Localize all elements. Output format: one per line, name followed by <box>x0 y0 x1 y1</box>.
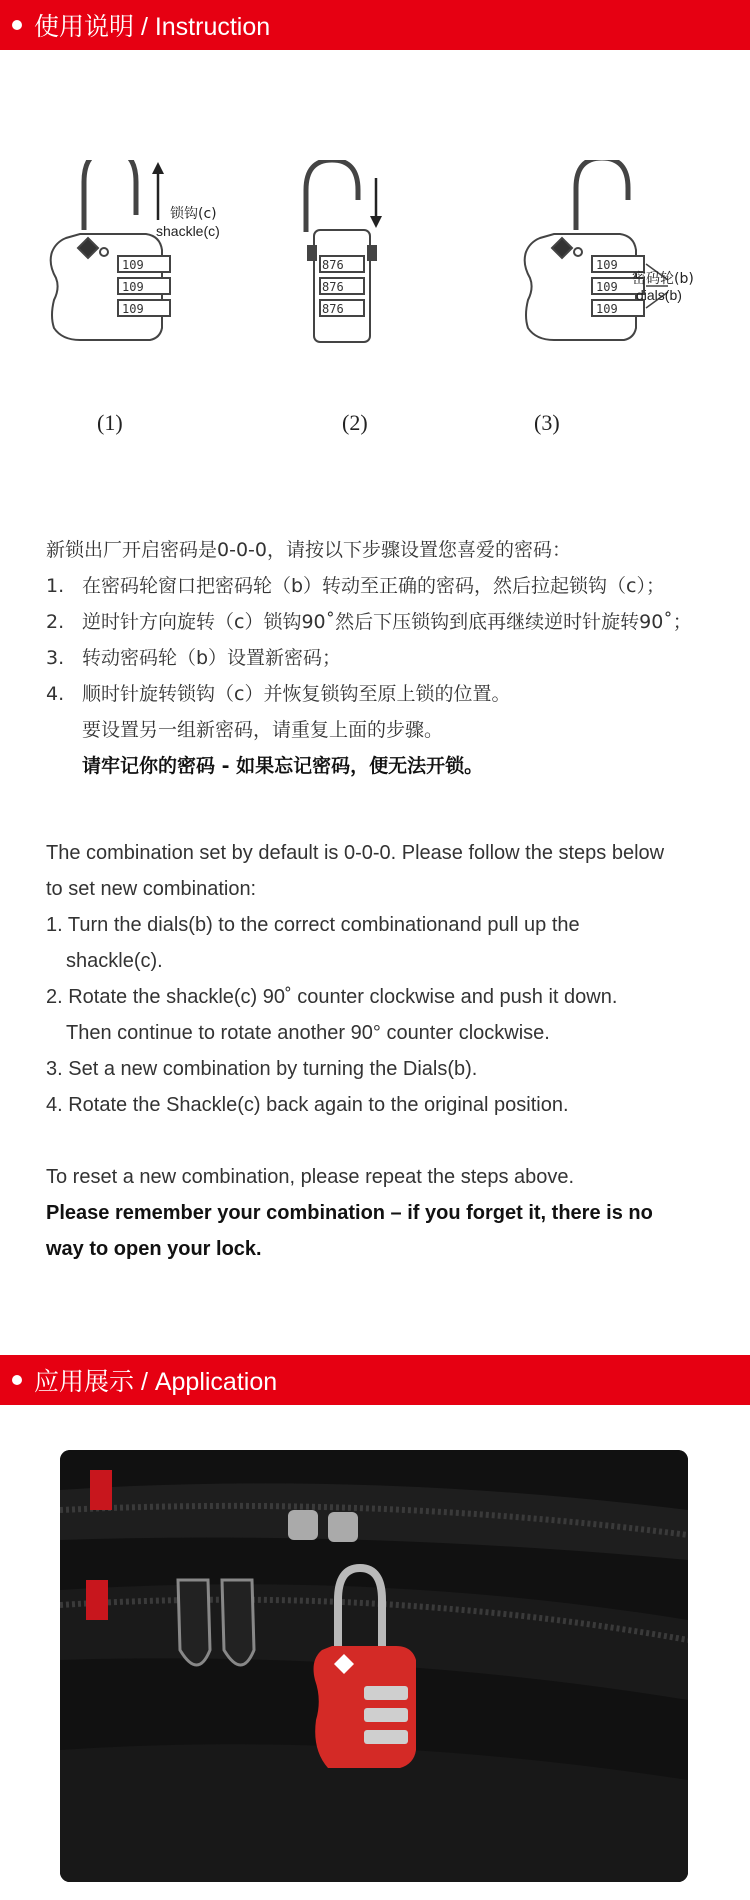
cn-step <box>46 676 706 712</box>
application-header <box>0 1355 750 1405</box>
cn-step <box>46 604 706 640</box>
cn-step-text: 顺时针旋转锁钩（c）并恢复锁钩至原上锁的位置。 <box>82 683 511 705</box>
cn-step-text: 转动密码轮（b）设置新密码； <box>82 647 342 669</box>
step-label-1: (1) <box>97 410 123 435</box>
bullet-icon <box>12 1375 22 1385</box>
lock-diagram-step1 <box>51 160 170 340</box>
english-instructions <box>46 835 706 1267</box>
dials-label-en: dials(b) <box>636 287 682 303</box>
cn-step-number: 2. <box>46 611 65 633</box>
application-photo <box>60 1450 688 1882</box>
dial-row-3: 109 <box>122 302 144 316</box>
cn-step-text: 在密码轮窗口把密码轮（b）转动至正确的密码，然后拉起锁钩（c）； <box>82 575 666 597</box>
dial-row-side-1: 876 <box>322 258 344 272</box>
en-step-1-line-1: 1. Turn the dials(b) to the correct combinationand pull up the <box>46 914 580 936</box>
down-arrow-icon <box>370 178 382 228</box>
cn-step-text: 逆时针方向旋转（c）锁钩90˚然后下压锁钩到底再继续逆时针旋转90˚； <box>82 611 692 633</box>
step-label-2: (2) <box>342 410 368 435</box>
dial-row-2: 109 <box>122 280 144 294</box>
dial-row-6: 109 <box>596 302 618 316</box>
en-step-4: 4. Rotate the Shackle(c) back again to the original position. <box>46 1094 569 1116</box>
instruction-header <box>0 0 750 50</box>
cn-step-number: 1. <box>46 575 65 597</box>
en-step-2-line-1: 2. Rotate the shackle(c) 90˚ counter clockwise and push it down. <box>46 986 618 1008</box>
cn-step <box>46 640 706 676</box>
shackle-label-cn: 锁钩(c) <box>170 206 217 222</box>
cn-step <box>46 568 706 604</box>
dial-row-side-2: 876 <box>322 280 344 294</box>
bullet-icon <box>12 20 22 30</box>
en-intro-line-1: The combination set by default is 0-0-0. Please follow the steps below <box>46 842 665 864</box>
application-title: 应用展示 / Application <box>34 1368 278 1396</box>
en-warning-line-1: Please remember your combination – if you forget it, there is no <box>46 1202 653 1224</box>
dial-row-1: 109 <box>122 258 144 272</box>
dials-label-cn: 密码轮(b) <box>632 271 694 287</box>
lock-diagram <box>40 160 720 450</box>
en-step-1-line-2: shackle(c). <box>66 950 163 972</box>
instruction-figure <box>40 160 720 450</box>
instruction-title: 使用说明 / Instruction <box>34 13 271 41</box>
chinese-instructions <box>46 532 706 784</box>
en-intro-line-2: to set new combination: <box>46 878 257 900</box>
en-step-3: 3. Set a new combination by turning the Dials(b). <box>46 1058 478 1080</box>
cn-repeat-note: 要设置另一组新密码，请重复上面的步骤。 <box>82 719 444 741</box>
dial-row-5: 109 <box>596 280 618 294</box>
en-step-2-line-2: Then continue to rotate another 90° counter clockwise. <box>66 1022 550 1044</box>
up-arrow-icon <box>152 162 164 220</box>
cn-intro: 新锁出厂开启密码是0-0-0，请按以下步骤设置您喜爱的密码： <box>46 539 571 561</box>
step-label-3: (3) <box>534 410 560 435</box>
cn-step-number: 4. <box>46 683 65 705</box>
dial-row-4: 109 <box>596 258 618 272</box>
cn-step-number: 3. <box>46 647 65 669</box>
shackle-label-en: shackle(c) <box>156 223 220 239</box>
cn-warning: 请牢记你的密码 - 如果忘记密码，便无法开锁。 <box>82 755 484 777</box>
en-reset-note: To reset a new combination, please repeat the steps above. <box>46 1166 575 1188</box>
en-warning-line-2: way to open your lock. <box>46 1238 262 1260</box>
lock-on-bag-illustration <box>60 1450 688 1882</box>
dial-row-side-3: 876 <box>322 302 344 316</box>
